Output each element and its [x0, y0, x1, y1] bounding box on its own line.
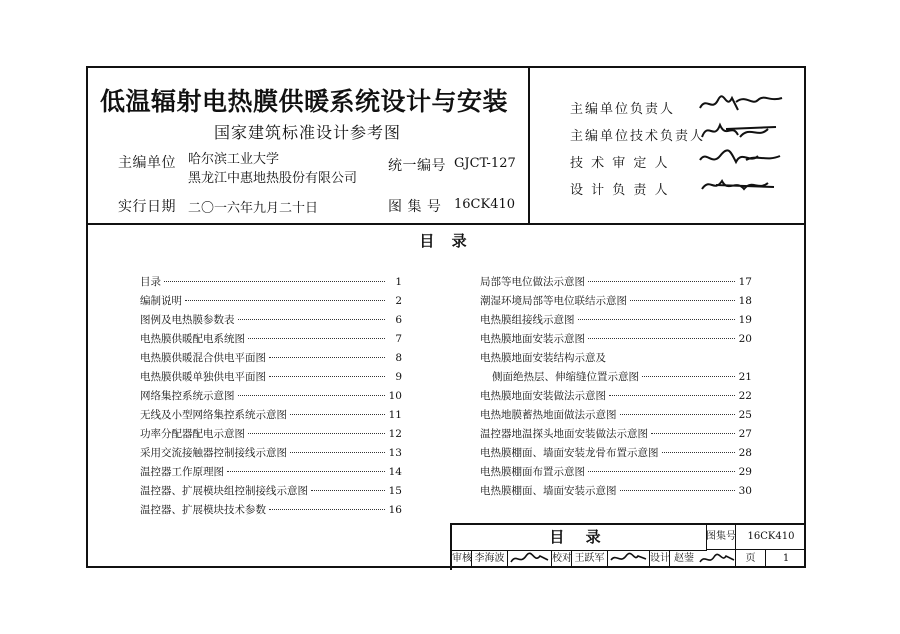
- checker-signature: [608, 550, 650, 568]
- responsible-label: 主编单位技术负责人: [570, 129, 706, 144]
- toc-entry[interactable]: 编制说明 2: [140, 295, 402, 307]
- toc-entry[interactable]: 网络集控系统示意图 10: [140, 390, 402, 402]
- title-block-title: 目 录: [452, 525, 707, 551]
- toc-entry[interactable]: 电热膜供暖单独供电平面图 9: [140, 371, 402, 383]
- toc-entry[interactable]: 电热膜供暖混合供电平面图 8: [140, 352, 402, 364]
- editor-unit-1: 哈尔滨工业大学: [188, 152, 280, 167]
- atlas-number-label: 图 集 号: [388, 199, 442, 215]
- toc-entry[interactable]: 采用交流接触器控制接线示意图 13: [140, 447, 402, 459]
- toc-entry[interactable]: 无线及小型网络集控系统示意图 11: [140, 409, 402, 421]
- signature-image: [698, 550, 736, 568]
- header-info-panel: [88, 68, 530, 223]
- toc-entry[interactable]: 电热膜棚面、墙面安装龙骨布置示意图 28: [480, 447, 752, 459]
- toc-entry[interactable]: 目录 1: [140, 276, 402, 288]
- toc-entry[interactable]: 温控器、扩展模块组控制接线示意图 15: [140, 485, 402, 497]
- toc-entry[interactable]: 潮湿环境局部等电位联结示意图 18: [480, 295, 752, 307]
- check-label: 校对: [552, 550, 572, 568]
- toc-entry[interactable]: 局部等电位做法示意图 17: [480, 276, 752, 288]
- unified-code-value: GJCT-127: [454, 156, 516, 171]
- toc-entry[interactable]: 电热膜棚面布置示意图 29: [480, 466, 752, 478]
- toc-entry[interactable]: 电热膜供暖配电系统图 7: [140, 333, 402, 345]
- designer-signature: [698, 550, 736, 568]
- toc-entry[interactable]: 电热膜地面安装结构示意及: [480, 352, 606, 364]
- toc-entry[interactable]: 温控器工作原理图 14: [140, 466, 402, 478]
- toc-entry[interactable]: 电热地膜蓄热地面做法示意图 25: [480, 409, 752, 421]
- signature-image: [508, 550, 552, 568]
- reviewer-name: 李海波: [472, 550, 508, 568]
- reviewer-signature: [508, 550, 552, 568]
- designer-name: 赵蓥: [674, 553, 694, 564]
- editor-label: 主编单位: [118, 155, 176, 171]
- page-number: 1: [782, 553, 790, 564]
- review-label: 审核: [452, 550, 472, 568]
- editor-unit-2: 黑龙江中惠地热股份有限公司: [188, 171, 358, 186]
- cover-header: [88, 68, 804, 225]
- title-block: [450, 523, 806, 570]
- toc-entry[interactable]: 图例及电热膜参数表 6: [140, 314, 402, 326]
- effective-date-value: 二〇一六年九月二十日: [188, 201, 319, 216]
- signature-image: [608, 550, 650, 568]
- toc-entry[interactable]: 温控器地温探头地面安装做法示意图 27: [480, 428, 752, 440]
- signature-image: [696, 171, 786, 199]
- toc-entry[interactable]: 电热膜地面安装做法示意图 22: [480, 390, 752, 402]
- drawing-sheet: [86, 66, 806, 568]
- toc-entry[interactable]: 电热膜组接线示意图 19: [480, 314, 752, 326]
- signature-image: [696, 90, 786, 118]
- responsible-label: 主编单位负责人: [570, 102, 676, 117]
- atlas-title: 低温辐射电热膜供暖系统设计与安装: [100, 87, 509, 116]
- page-label: 页: [736, 550, 766, 568]
- signature-image: [696, 117, 786, 145]
- signature-image: [696, 144, 786, 172]
- effective-date-label: 实行日期: [118, 199, 176, 215]
- design-label: 设计: [650, 550, 670, 568]
- atlas-number-value: 16CK410: [736, 525, 806, 550]
- responsible-label: 设 计 负 责 人: [570, 183, 670, 198]
- unified-code-label: 统一编号: [388, 158, 446, 174]
- atlas-number-label: 图集号: [706, 525, 736, 550]
- toc-entry[interactable]: 功率分配器配电示意图 12: [140, 428, 402, 440]
- toc-entry[interactable]: 侧面绝热层、伸缩缝位置示意图 21: [492, 371, 752, 383]
- checker-name: 王跃军: [572, 550, 608, 568]
- responsible-persons-panel: [530, 68, 804, 223]
- atlas-subtitle: 国家建筑标准设计参考图: [214, 123, 402, 142]
- toc-title: 目 录: [419, 232, 473, 250]
- atlas-number-value: 16CK410: [454, 197, 516, 212]
- responsible-label: 技 术 审 定 人: [570, 156, 670, 171]
- toc-entry[interactable]: 电热膜棚面、墙面安装示意图 30: [480, 485, 752, 497]
- responsible-row: [570, 175, 800, 201]
- toc-entry[interactable]: 温控器、扩展模块技术参数 16: [140, 504, 402, 516]
- toc-entry[interactable]: 电热膜地面安装示意图 20: [480, 333, 752, 345]
